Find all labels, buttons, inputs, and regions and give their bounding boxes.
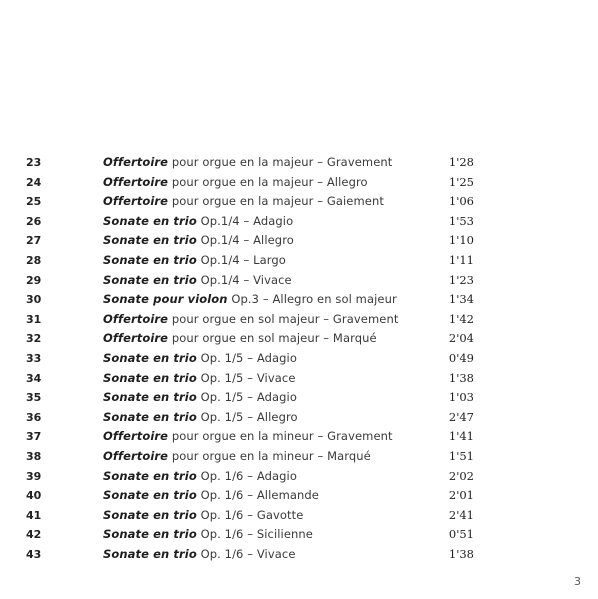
track-number: 39 [26,469,42,483]
track-number: 28 [26,253,42,267]
track-title [103,427,393,447]
work-detail: Op. 1/6 – Adagio [196,468,297,483]
track-title [103,271,292,291]
track-title [103,506,303,526]
track-number: 34 [26,371,42,385]
track-number: 27 [26,234,42,248]
work-name: Sonate en trio [103,488,197,503]
work-detail: Op. 1/6 – Vivace [196,546,296,561]
work-name: Offertoire [103,331,169,346]
work-name: Offertoire [103,429,169,444]
track-number: 41 [26,508,42,522]
track-row [0,153,598,173]
work-detail: pour orgue en la mineur – Gravement [168,429,393,444]
track-duration: 2'47 [448,409,474,424]
track-duration: 2'04 [448,331,474,346]
track-duration: 1'42 [448,311,474,326]
track-title [103,251,286,271]
track-title [103,290,397,310]
track-number: 23 [26,156,42,169]
track-duration: 2'02 [448,468,474,483]
work-name: Sonate en trio [103,390,197,405]
track-title [103,525,313,545]
track-duration: 1'03 [448,390,474,405]
track-row [0,192,598,212]
track-duration: 2'41 [448,507,474,522]
track-title [103,486,319,506]
work-detail: pour orgue en sol majeur – Marqué [168,331,377,346]
work-name: Sonate pour violon [103,292,228,307]
work-name: Sonate en trio [103,409,197,424]
track-row [0,329,598,349]
track-duration: 1'41 [448,429,474,444]
track-number: 30 [26,293,42,307]
track-row [0,447,598,467]
track-row [0,427,598,447]
work-name: Sonate en trio [103,546,197,561]
track-number: 37 [26,430,42,444]
work-name: Sonate en trio [103,507,197,522]
work-detail: Op. 1/6 – Gavotte [196,507,304,522]
work-detail: Op. 1/6 – Allemande [196,488,319,503]
track-title [103,467,297,487]
track-duration: 1'23 [448,272,474,287]
work-name: Sonate en trio [103,468,197,483]
track-number: 29 [26,273,42,287]
work-detail: Op. 1/5 – Adagio [196,390,297,405]
work-name: Sonate en trio [103,370,197,385]
work-name: Offertoire [103,194,169,209]
track-number: 31 [26,312,42,326]
track-duration: 1'38 [448,370,474,385]
track-row [0,486,598,506]
track-title [103,408,298,428]
track-list [0,153,598,564]
track-duration: 0'49 [448,350,474,365]
track-title [103,369,296,389]
track-row [0,310,598,330]
work-detail: Op.1/4 – Largo [196,252,286,267]
track-row [0,231,598,251]
track-row [0,271,598,291]
work-detail: pour orgue en la mineur – Marqué [168,448,371,463]
work-detail: Op.1/4 – Vivace [196,272,292,287]
work-name: Sonate en trio [103,252,197,267]
track-title [103,231,294,251]
track-duration: 1'25 [448,174,474,189]
track-number: 25 [26,195,42,209]
track-title [103,310,398,330]
track-row [0,349,598,369]
track-row [0,369,598,389]
work-name: Offertoire [103,174,169,189]
work-detail: pour orgue en la majeur – Gaiement [168,194,384,209]
track-row [0,525,598,545]
track-duration: 1'10 [448,233,474,248]
track-row [0,251,598,271]
work-name: Offertoire [103,448,169,463]
track-title [103,545,296,565]
work-detail: Op.1/4 – Adagio [196,213,294,228]
track-number: 24 [26,175,42,189]
track-title [103,212,293,232]
track-title [103,447,371,467]
track-number: 38 [26,449,42,463]
work-name: Sonate en trio [103,272,197,287]
track-number: 36 [26,410,42,424]
track-title [103,388,297,408]
work-detail: Op. 1/5 – Allegro [196,409,298,424]
track-number: 32 [26,332,42,346]
work-name: Offertoire [103,311,169,326]
track-row [0,173,598,193]
track-row [0,290,598,310]
track-row [0,467,598,487]
track-duration: 1'28 [448,155,474,169]
work-name: Sonate en trio [103,350,197,365]
track-title [103,153,392,173]
track-duration: 2'01 [448,488,474,503]
track-duration: 1'34 [448,292,474,307]
track-duration: 1'11 [448,252,474,267]
track-title [103,173,368,193]
track-number: 43 [26,547,42,561]
track-title [103,192,384,212]
track-number: 42 [26,528,42,542]
track-title [103,349,297,369]
work-name: Sonate en trio [103,527,197,542]
work-detail: Op. 1/5 – Adagio [196,350,297,365]
track-duration: 1'51 [448,448,474,463]
track-number: 26 [26,214,42,228]
track-title [103,329,377,349]
track-row [0,545,598,565]
track-duration: 1'53 [448,213,474,228]
work-name: Sonate en trio [103,213,197,228]
track-duration: 0'51 [448,527,474,542]
work-name: Sonate en trio [103,233,197,248]
track-row [0,388,598,408]
work-detail: Op. 1/5 – Vivace [196,370,296,385]
track-number: 40 [26,489,42,503]
work-detail: pour orgue en sol majeur – Gravement [168,311,399,326]
work-detail: Op. 1/6 – Sicilienne [196,527,313,542]
work-detail: Op.1/4 – Allegro [196,233,294,248]
track-number: 35 [26,391,42,405]
track-row [0,506,598,526]
track-duration: 1'06 [448,194,474,209]
track-duration: 1'38 [448,546,474,561]
track-number: 33 [26,351,42,365]
work-detail: pour orgue en la majeur – Allegro [168,174,368,189]
work-detail: Op.3 – Allegro en sol majeur [227,292,397,307]
work-detail: pour orgue en la majeur – Gravement [168,155,393,169]
track-row [0,408,598,428]
page-number: 3 [574,575,581,588]
work-name: Offertoire [103,155,169,169]
track-row [0,212,598,232]
